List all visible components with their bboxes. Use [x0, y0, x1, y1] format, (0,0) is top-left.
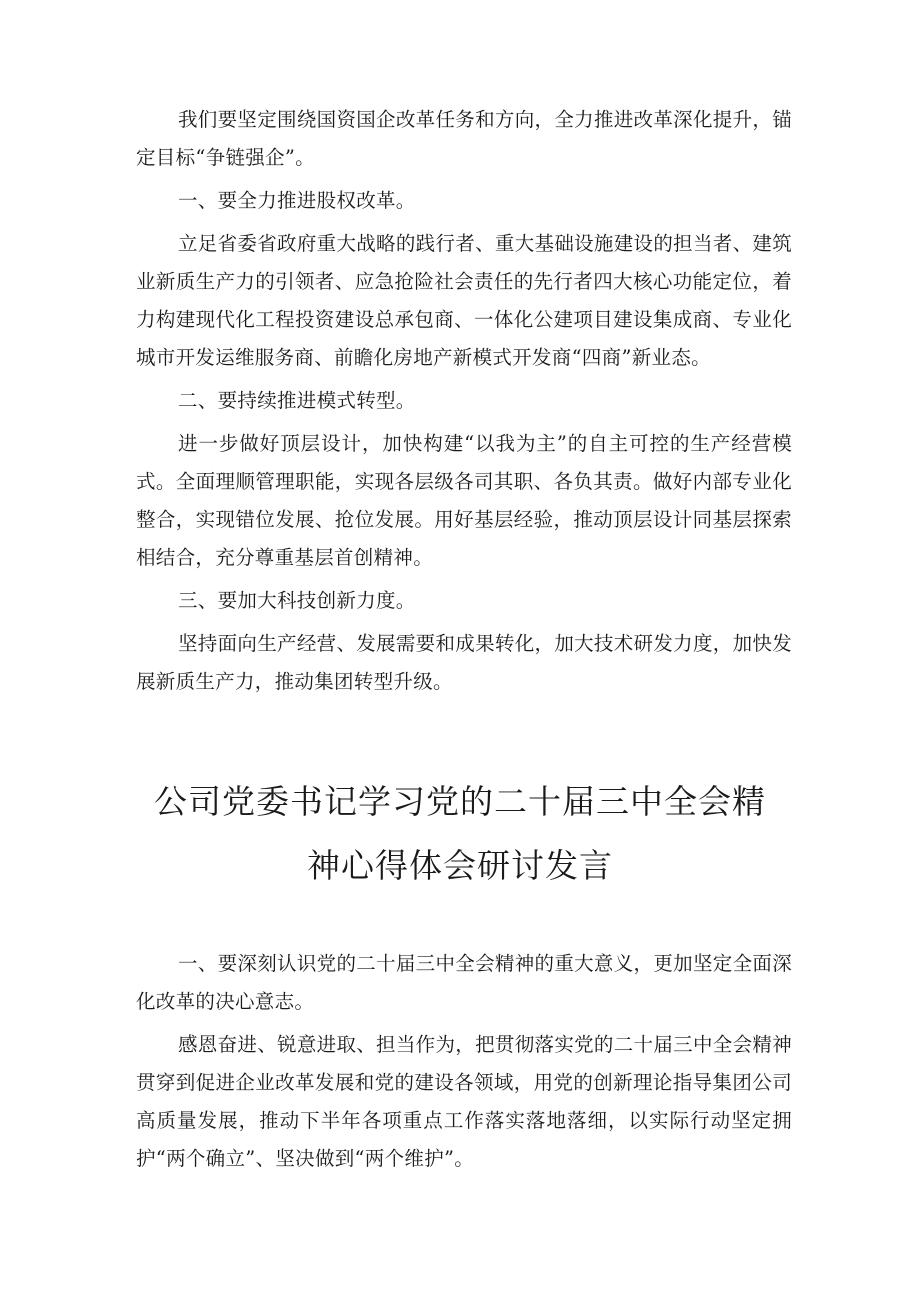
paragraph-core-functions: 立足省委省政府重大战略的践行者、重大基础设施建设的担当者、建筑业新质生产力的引领者、应急抢险社会责任的先行者四大核心功能定位，着力构建现代化工程投资建设总承包商、一体化公建项目建设集成商、专业化城市开发运维服务商、前瞻化房地产新模式开发商“四商”新业态。: [136, 232, 792, 369]
paragraph-top-level-design: 进一步做好顶层设计，加快构建“以我为主”的自主可控的生产经营模式。全面理顺管理职能，实现各层级各司其职、各负其责。做好内部专业化整合，实现错位发展、抢位发展。用好基层经验，推动顶层设计同基层探索相结合，充分尊重基层首创精神。: [136, 432, 792, 569]
article-title-line-1: 公司党委书记学习党的二十届三中全会精: [154, 782, 766, 821]
article-title-line-2: 神心得体会研讨发言: [307, 846, 613, 885]
section-heading-tech-innovation: 三、要加大科技创新力度。: [178, 589, 416, 612]
article-heading-significance: 一、要深刻认识党的二十届三中全会精神的重大意义，更加坚定全面深化改革的决心意志。: [136, 952, 792, 1013]
intro-paragraph: 我们要坚定围绕国资国企改革任务和方向，全力推进改革深化提升，锚定目标“争链强企”。: [136, 108, 792, 169]
section-1-body: [136, 101, 792, 706]
article-body: [136, 945, 792, 1183]
section-heading-equity-reform: 一、要全力推进股权改革。: [178, 189, 416, 212]
section-heading-model-transformation: 二、要持续推进模式转型。: [178, 389, 416, 412]
paragraph-productivity: 坚持面向生产经营、发展需要和成果转化，加大技术研发力度，加快发展新质生产力，推动集团转型升级。: [136, 632, 792, 693]
article-title: [100, 770, 820, 898]
article-paragraph-implementation: 感恩奋进、锐意进取、担当作为，把贯彻落实党的二十届三中全会精神贯穿到促进企业改革发展和党的建设各领域，用党的创新理论指导集团公司高质量发展，推动下半年各项重点工作落实落地落细，以实际行动坚定拥护“两个确立”、坚决做到“两个维护”。: [136, 1033, 792, 1170]
